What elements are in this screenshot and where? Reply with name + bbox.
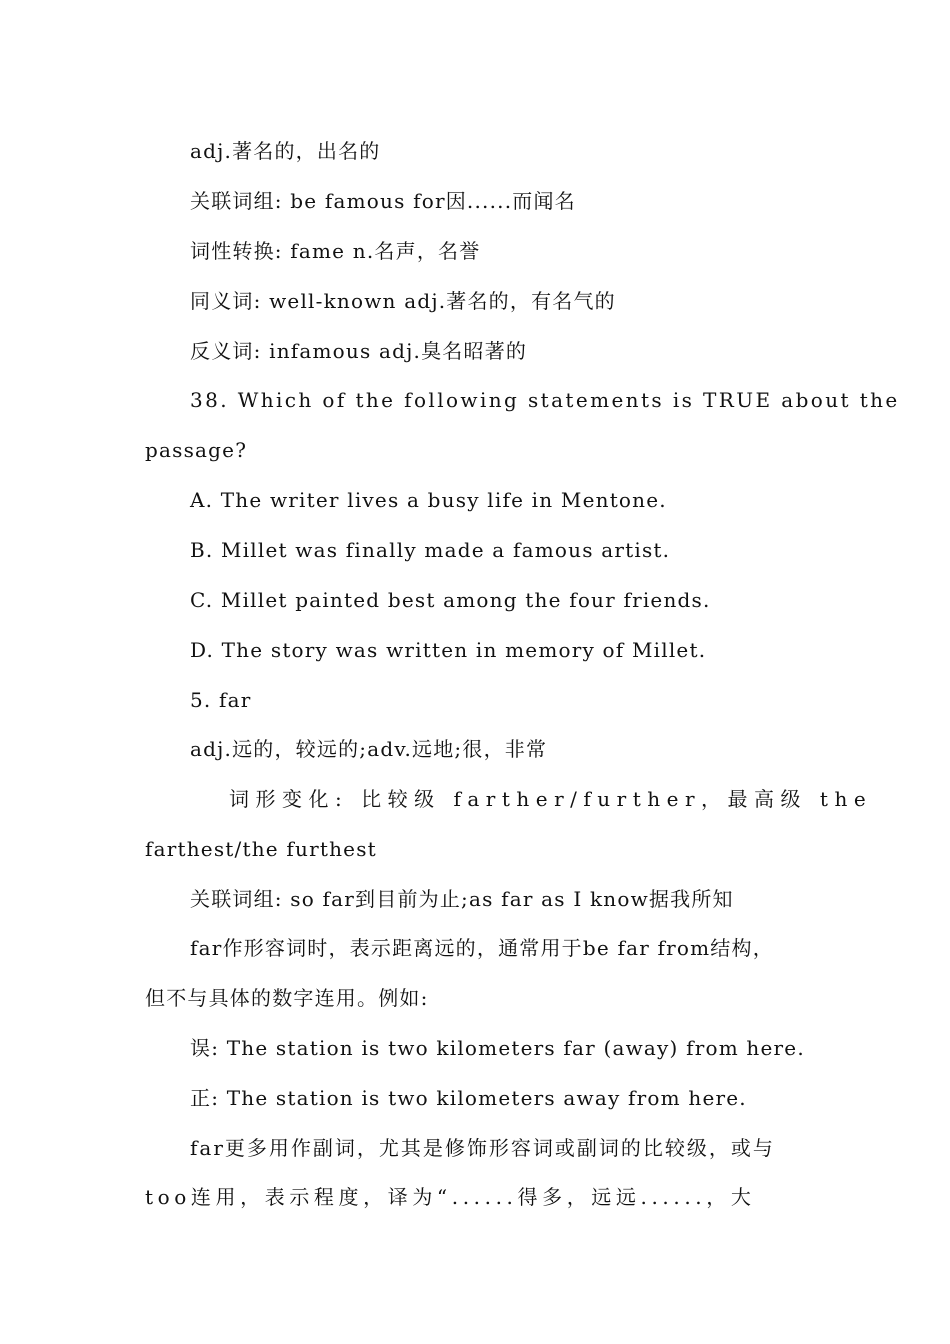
question-text: 38. Which of the following statements is TRUE about the [190, 388, 900, 412]
answer-option-b: B. Millet was finally made a famous artist. [190, 538, 671, 562]
vocab-heading: 5. far [190, 688, 252, 712]
text-line: 词形变化: 比较级 farther/further，最高级 the [229, 787, 873, 811]
text-line: 词性转换: fame n.名声，名誉 [190, 239, 481, 263]
text-line: 关联词组: so far到目前为止;as far as I know据我所知 [190, 887, 734, 911]
example-correct: 正: The station is two kilometers away from here. [190, 1086, 747, 1110]
answer-option-d: D. The story was written in memory of Millet. [190, 638, 707, 662]
text-line: farthest/the furthest [145, 837, 377, 861]
text-line: 关联词组: be famous for因......而闻名 [190, 189, 576, 213]
text-line: adj.远的，较远的;adv.远地;很，非常 [190, 737, 548, 761]
text-line: 反义词: infamous adj.臭名昭著的 [190, 339, 528, 363]
answer-option-a: A. The writer lives a busy life in Mentone. [190, 488, 667, 512]
text-line: adj.著名的，出名的 [190, 139, 381, 163]
text-line: 但不与具体的数字连用。例如: [145, 986, 429, 1010]
text-line: too连用，表示程度，译为“......得多，远远......，大 [145, 1185, 756, 1209]
question-text: passage? [145, 438, 248, 462]
text-line: far更多用作副词，尤其是修饰形容词或副词的比较级，或与 [190, 1136, 775, 1160]
text-line: far作形容词时，表示距离远的，通常用于be far from结构， [190, 936, 774, 960]
answer-option-c: C. Millet painted best among the four friends. [190, 588, 711, 612]
example-wrong: 误: The station is two kilometers far (away) from here. [190, 1036, 805, 1060]
text-line: 同义词: well-known adj.著名的，有名气的 [190, 289, 616, 313]
